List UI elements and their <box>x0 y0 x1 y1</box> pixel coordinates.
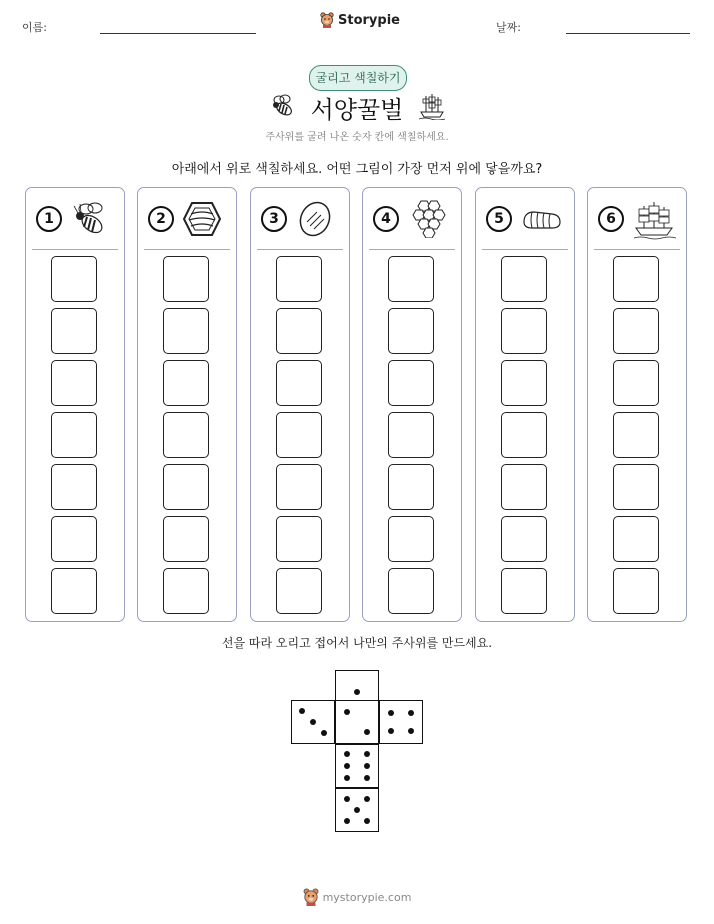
pip <box>321 730 327 736</box>
pip <box>299 708 305 714</box>
dice-number-badge: 5 <box>486 206 512 232</box>
instruction: 아래에서 위로 색칠하세요. 어떤 그림이 가장 먼저 위에 닿을까요? <box>171 162 543 177</box>
cut-instruction: 선을 따라 오리고 접어서 나만의 주사위를 만드세요. <box>221 636 493 650</box>
color-box[interactable] <box>163 360 209 406</box>
larva-icon <box>520 200 564 238</box>
color-box[interactable] <box>163 516 209 562</box>
color-box[interactable] <box>388 516 434 562</box>
column-2 <box>137 187 237 622</box>
subtitle: 주사위를 굴려 나온 숫자 칸에 색칠하세요. <box>265 132 449 143</box>
column-header <box>476 188 574 250</box>
divider <box>144 249 230 250</box>
color-box[interactable] <box>51 568 97 614</box>
color-box[interactable] <box>613 568 659 614</box>
column-4 <box>362 187 462 622</box>
column-header <box>26 188 124 250</box>
column-5 <box>475 187 575 622</box>
dice-face-6 <box>335 744 379 788</box>
ship-icon <box>632 200 676 240</box>
column-header <box>251 188 349 250</box>
color-box[interactable] <box>276 412 322 458</box>
pip <box>354 689 360 695</box>
color-box[interactable] <box>388 256 434 302</box>
pip <box>354 807 360 813</box>
column-1 <box>25 187 125 622</box>
color-box[interactable] <box>51 464 97 510</box>
color-box[interactable] <box>163 256 209 302</box>
dice-number-badge: 1 <box>36 206 62 232</box>
dice-face-3 <box>291 700 335 744</box>
color-box[interactable] <box>51 360 97 406</box>
color-box[interactable] <box>501 464 547 510</box>
bread-icon <box>295 200 335 238</box>
divider <box>32 249 118 250</box>
color-box[interactable] <box>163 308 209 354</box>
color-box[interactable] <box>613 412 659 458</box>
color-box[interactable] <box>276 464 322 510</box>
divider <box>482 249 568 250</box>
color-box[interactable] <box>613 360 659 406</box>
color-box[interactable] <box>163 568 209 614</box>
color-box[interactable] <box>501 568 547 614</box>
color-box[interactable] <box>276 256 322 302</box>
pip <box>408 710 414 716</box>
bee-icon <box>70 200 110 238</box>
color-box[interactable] <box>276 516 322 562</box>
date-line <box>566 33 690 34</box>
pip <box>388 710 394 716</box>
pip <box>344 709 350 715</box>
color-box[interactable] <box>388 464 434 510</box>
pip <box>364 751 370 757</box>
color-box[interactable] <box>501 308 547 354</box>
color-box[interactable] <box>388 412 434 458</box>
color-box[interactable] <box>51 256 97 302</box>
logo <box>320 12 400 28</box>
color-box[interactable] <box>276 360 322 406</box>
name-label: 이름: <box>22 21 47 34</box>
storypie-mascot-icon <box>303 888 319 906</box>
pip <box>364 775 370 781</box>
column-6 <box>587 187 687 622</box>
name-line <box>100 33 256 34</box>
dice-number-badge: 3 <box>261 206 287 232</box>
color-box[interactable] <box>276 568 322 614</box>
footer <box>0 888 714 906</box>
dice-face-2 <box>335 700 379 744</box>
ship-icon <box>418 92 446 120</box>
color-box[interactable] <box>388 360 434 406</box>
activity-badge: 굴리고 색칠하기 <box>309 65 407 91</box>
color-box[interactable] <box>613 464 659 510</box>
pip <box>344 763 350 769</box>
dice-number-badge: 6 <box>598 206 624 232</box>
storypie-mascot-icon <box>320 12 334 28</box>
dice-number-badge: 2 <box>148 206 174 232</box>
pip <box>364 818 370 824</box>
color-box[interactable] <box>613 308 659 354</box>
hexagon-wax-icon <box>182 200 222 238</box>
pip <box>364 763 370 769</box>
logo-text: Storypie <box>338 12 400 28</box>
date-label: 날짜: <box>496 21 521 34</box>
column-header <box>138 188 236 250</box>
pip <box>344 775 350 781</box>
pip <box>364 796 370 802</box>
color-box[interactable] <box>613 256 659 302</box>
column-header <box>363 188 461 250</box>
color-box[interactable] <box>51 308 97 354</box>
page-title: 서양꿀벌 <box>310 96 404 124</box>
pip <box>388 728 394 734</box>
color-box[interactable] <box>51 412 97 458</box>
pip <box>344 818 350 824</box>
color-box[interactable] <box>388 308 434 354</box>
dice-number-badge: 4 <box>373 206 399 232</box>
color-box[interactable] <box>613 516 659 562</box>
column-header <box>588 188 686 250</box>
pip <box>310 719 316 725</box>
pip <box>344 751 350 757</box>
color-box[interactable] <box>501 412 547 458</box>
pip <box>364 729 370 735</box>
column-3 <box>250 187 350 622</box>
color-box[interactable] <box>163 412 209 458</box>
pip <box>344 796 350 802</box>
honeycomb-icon <box>407 200 451 238</box>
color-box[interactable] <box>501 516 547 562</box>
divider <box>594 249 680 250</box>
dice-face-4 <box>379 700 423 744</box>
dice-face-5 <box>335 788 379 832</box>
color-box[interactable] <box>276 308 322 354</box>
color-box[interactable] <box>501 256 547 302</box>
divider <box>369 249 455 250</box>
color-box[interactable] <box>501 360 547 406</box>
footer-url: mystorypie.com <box>322 890 412 904</box>
color-box[interactable] <box>388 568 434 614</box>
pip <box>408 728 414 734</box>
divider <box>257 249 343 250</box>
color-box[interactable] <box>163 464 209 510</box>
color-box[interactable] <box>51 516 97 562</box>
